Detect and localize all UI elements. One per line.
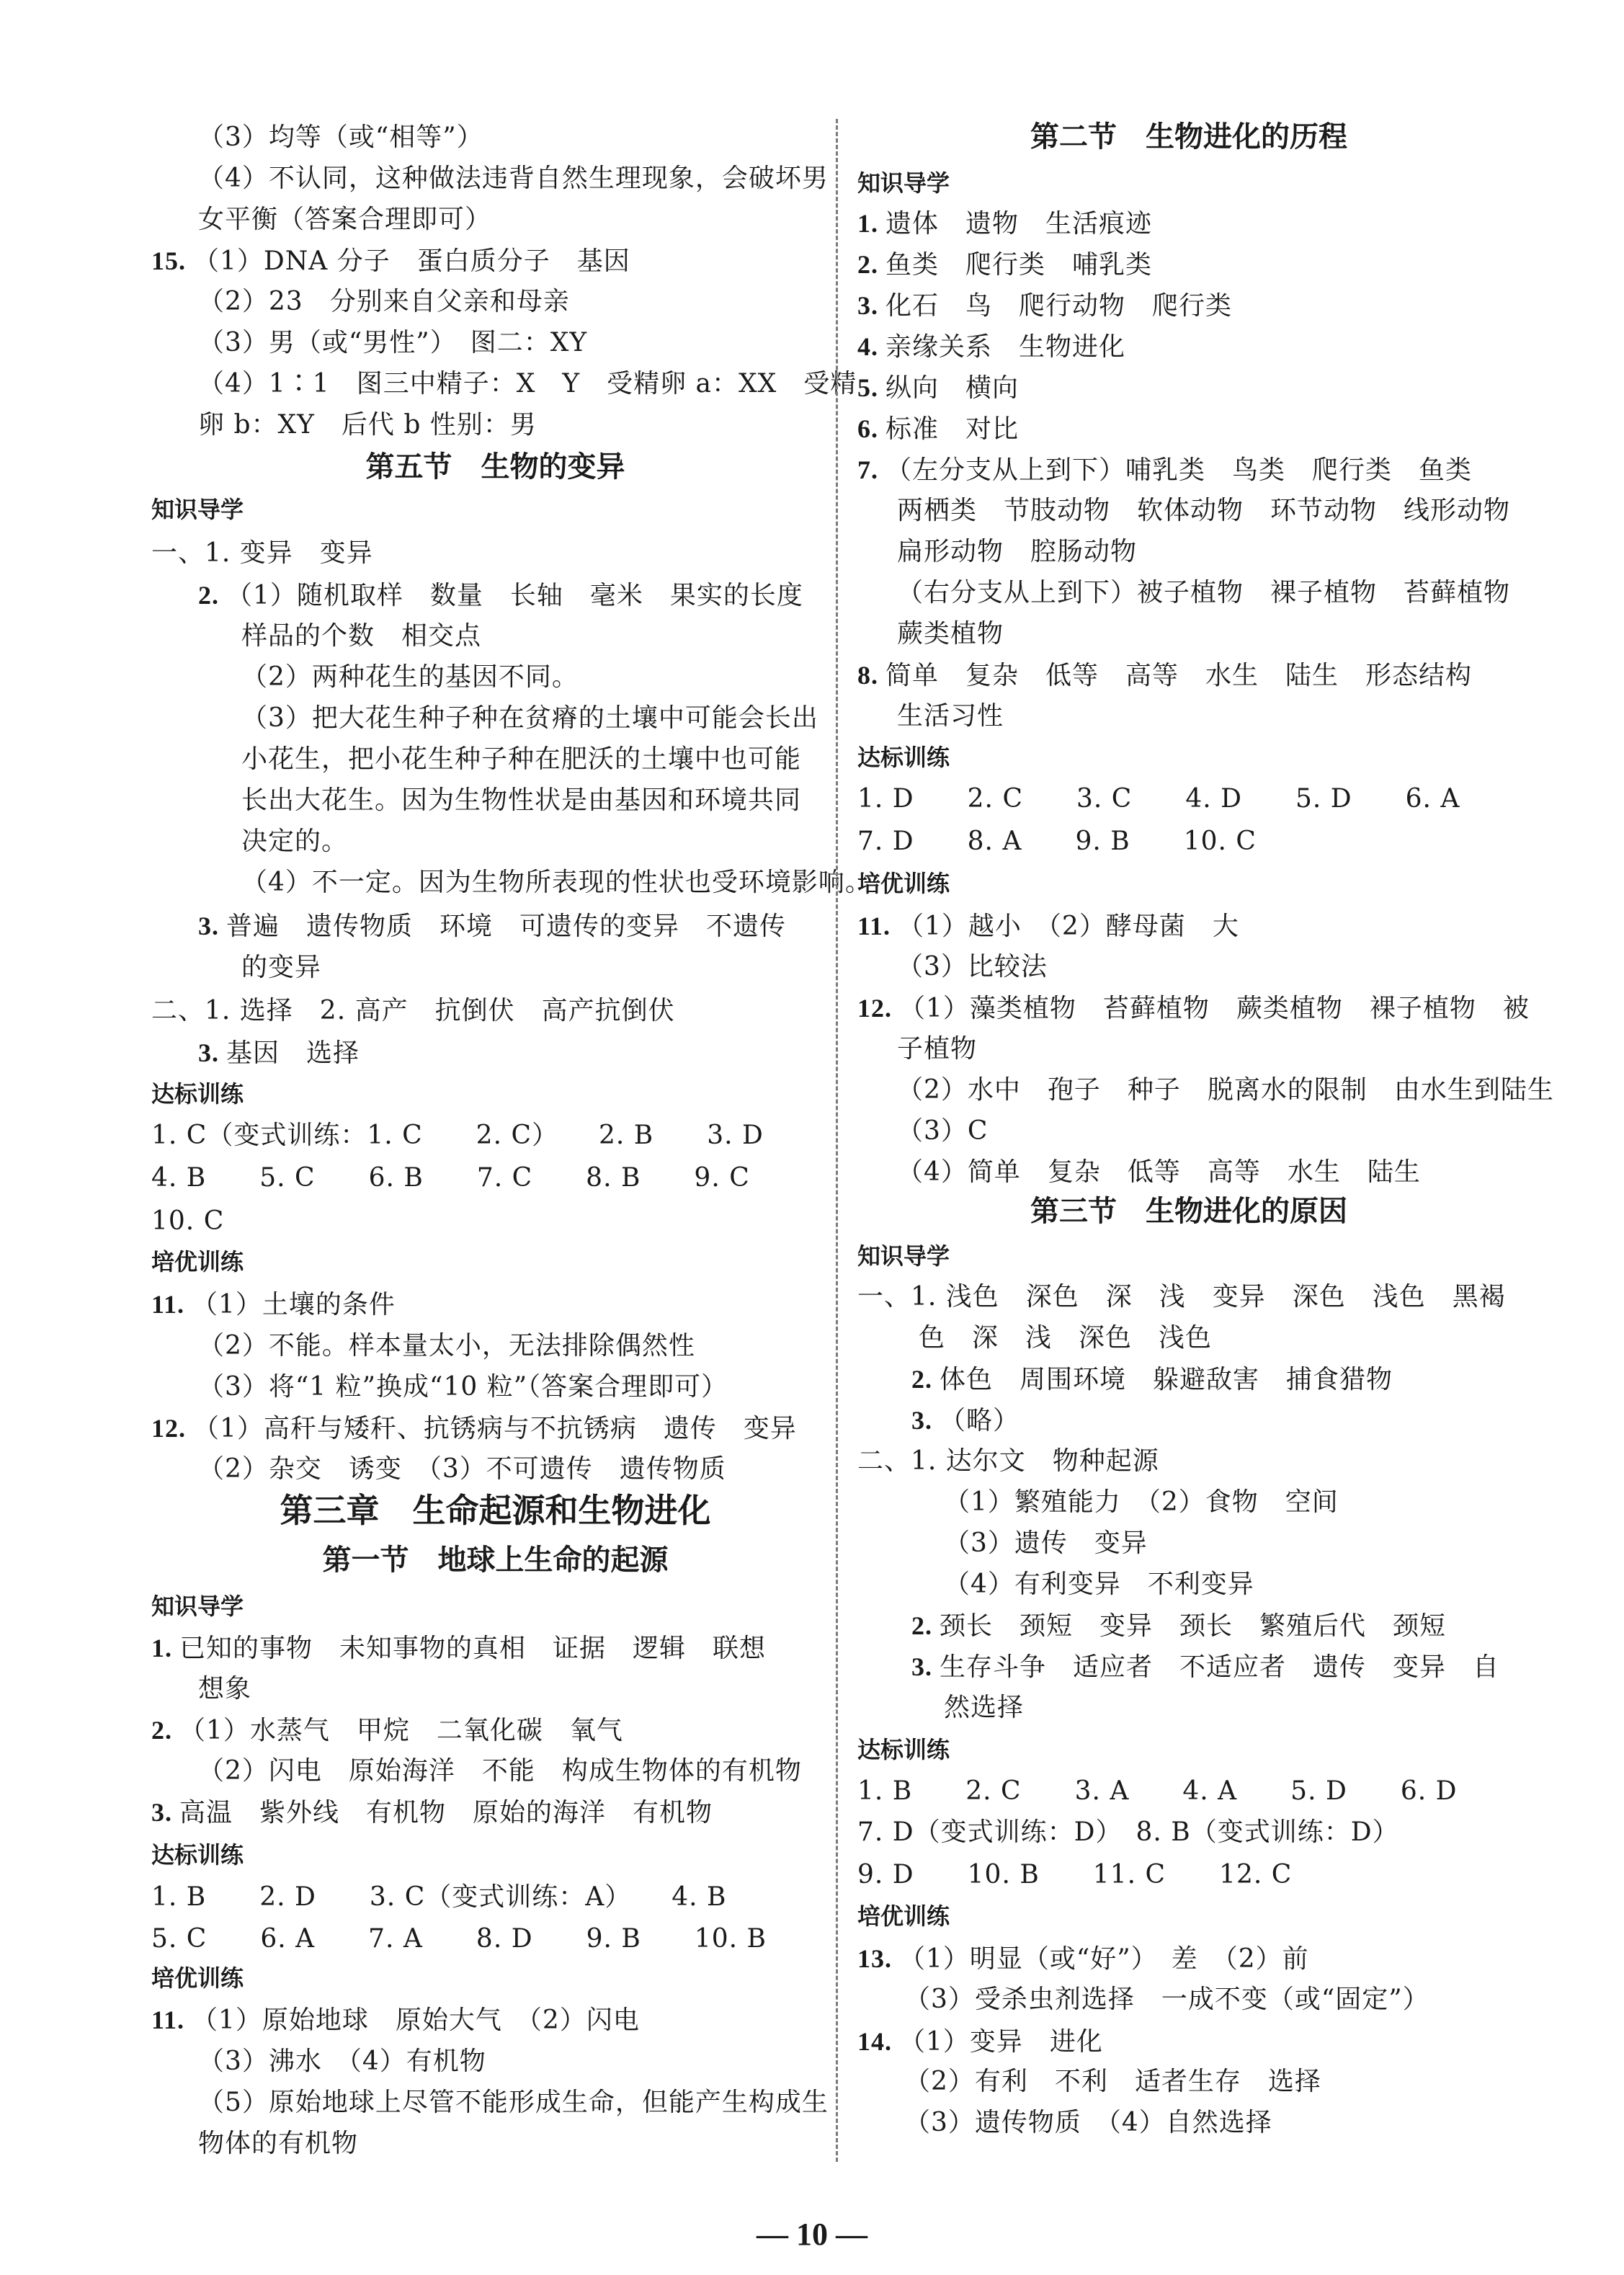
answer-line bbox=[151, 1288, 396, 1322]
answer-text: 生存斗争 适应者 不适应者 遗传 变异 自 bbox=[940, 1652, 1500, 1682]
question-number: 2. bbox=[151, 1716, 179, 1745]
answer-line bbox=[857, 412, 1019, 446]
answer-line bbox=[151, 244, 630, 278]
answer-text: 样品的个数 相交点 bbox=[241, 621, 482, 651]
answer-line bbox=[198, 409, 537, 442]
answer-line bbox=[241, 951, 321, 984]
subsection-heading: 达标训练 bbox=[151, 1841, 244, 1869]
answer-text: （略） bbox=[940, 1406, 1020, 1435]
answer-text: （2）不能。样本量太小，无法排除偶然性 bbox=[198, 1331, 695, 1361]
answer-text: （2）两种花生的基因不同。 bbox=[241, 662, 579, 692]
answer-line bbox=[151, 1714, 623, 1748]
answer-line bbox=[857, 1445, 1159, 1478]
answer-text: （1）变异 进化 bbox=[899, 2027, 1103, 2057]
question-number: 3. bbox=[198, 1038, 226, 1067]
subsection-heading: 培优训练 bbox=[151, 1248, 244, 1275]
question-number: 1. bbox=[857, 209, 885, 238]
answer-text: 色 深 浅 深色 浅色 bbox=[919, 1323, 1213, 1353]
answer-text: 生活习性 bbox=[897, 701, 1004, 731]
question-number: 1. bbox=[151, 1634, 179, 1662]
answer-text: （3）遗传物质 （4）自然选择 bbox=[904, 2108, 1272, 2137]
answer-text: 7. D 8. A 9. B 10. C bbox=[857, 827, 1257, 856]
answer-line bbox=[897, 1074, 1554, 1107]
answer-line bbox=[857, 1775, 1457, 1808]
answer-text: 简单 复杂 低等 高等 水生 陆生 形态结构 bbox=[885, 661, 1473, 690]
answer-text: （1）繁殖能力 （2）食物 空间 bbox=[944, 1487, 1339, 1517]
answer-line bbox=[857, 248, 1152, 282]
answer-text: （2）杂交 诱变 （3）不可遗传 遗传物质 bbox=[198, 1454, 726, 1484]
question-number: 3. bbox=[198, 912, 226, 940]
subsection-heading: 知识导学 bbox=[151, 1593, 244, 1620]
answer-line bbox=[241, 784, 801, 817]
answer-line bbox=[897, 950, 1048, 984]
question-number: 12. bbox=[857, 994, 899, 1023]
answer-text: 遗体 遗物 生活痕迹 bbox=[885, 209, 1153, 239]
answer-line bbox=[897, 576, 1510, 610]
answer-text: （4）有利变异 不利变异 bbox=[944, 1570, 1254, 1599]
answer-line bbox=[857, 330, 1125, 364]
answer-line bbox=[198, 2086, 829, 2119]
answer-text: （3）男（或“男性”） 图二：XY bbox=[198, 328, 588, 357]
answer-text: 两栖类 节肢动物 软体动物 环节动物 线形动物 bbox=[897, 496, 1511, 525]
answer-line bbox=[241, 743, 801, 776]
answer-line bbox=[198, 1330, 695, 1363]
answer-line bbox=[904, 1983, 1429, 2016]
answer-text: 化石 鸟 爬行动物 爬行类 bbox=[885, 291, 1233, 321]
answer-text: 1. C（变式训练：1. C 2. C） 2. B 3. D bbox=[151, 1121, 764, 1150]
question-number: 12. bbox=[151, 1414, 193, 1443]
answer-line bbox=[857, 992, 1530, 1025]
answer-text: （3）沸水 （4）有机物 bbox=[198, 2047, 486, 2076]
answer-text: 物体的有机物 bbox=[198, 2129, 359, 2158]
answer-line bbox=[151, 1162, 750, 1195]
answer-text: （1）随机取样 数量 长轴 毫米 果实的长度 bbox=[226, 581, 803, 610]
answer-line bbox=[919, 1322, 1212, 1355]
answer-text: 已知的事物 未知事物的真相 证据 逻辑 联想 bbox=[179, 1634, 767, 1663]
question-number: 3. bbox=[911, 1406, 940, 1435]
answer-line bbox=[911, 1609, 1446, 1643]
question-number: 2. bbox=[198, 581, 226, 610]
answer-text: 高温 紫外线 有机物 原始的海洋 有机物 bbox=[179, 1798, 713, 1827]
answer-text: （5）原始地球上尽管不能形成生命，但能产生构成生 bbox=[198, 2088, 829, 2117]
answer-text: 鱼类 爬行类 哺乳类 bbox=[885, 250, 1153, 280]
answer-text: 二、1. 选择 2. 高产 抗倒伏 高产抗倒伏 bbox=[151, 996, 675, 1025]
answer-line bbox=[944, 1527, 1148, 1560]
answer-line bbox=[944, 1568, 1254, 1601]
answer-text: 9. D 10. B 11. C 12. C bbox=[857, 1860, 1293, 1889]
answer-line bbox=[857, 783, 1460, 816]
page-number: — 10 — bbox=[757, 2217, 867, 2252]
answer-line bbox=[151, 994, 675, 1028]
answer-text: （1）土壤的条件 bbox=[192, 1290, 396, 1319]
answer-line bbox=[241, 702, 818, 735]
answer-text: 卵 b：XY 后代 b 性别：男 bbox=[198, 410, 537, 440]
answer-text: （3）比较法 bbox=[897, 952, 1048, 981]
answer-text: （2）23 分别来自父亲和母亲 bbox=[198, 287, 570, 316]
answer-text: 女平衡（答案合理即可） bbox=[198, 205, 492, 234]
answer-text: 颈长 颈短 变异 颈长 繁殖后代 颈短 bbox=[940, 1611, 1447, 1641]
answer-text: 决定的。 bbox=[241, 827, 349, 856]
answer-line bbox=[198, 1036, 360, 1070]
answer-line bbox=[151, 1205, 224, 1238]
answer-line bbox=[151, 1881, 726, 1914]
answer-line bbox=[857, 1816, 1399, 1849]
question-number: 11. bbox=[857, 912, 898, 940]
answer-text: 长出大花生。因为生物性状是由基因和环境共同 bbox=[241, 785, 802, 815]
answer-line bbox=[198, 368, 857, 401]
answer-line bbox=[904, 2106, 1272, 2140]
answer-text: （3）把大花生种子种在贫瘠的土壤中可能会长出 bbox=[241, 703, 818, 733]
answer-line bbox=[911, 1650, 1499, 1684]
subsection-heading: 达标训练 bbox=[857, 1736, 950, 1763]
answer-line bbox=[151, 1631, 766, 1665]
answer-line bbox=[857, 909, 1239, 943]
answer-text: 然选择 bbox=[944, 1693, 1025, 1722]
answer-line bbox=[897, 1156, 1421, 1189]
answer-text: （2）有利 不利 适者生存 选择 bbox=[904, 2067, 1321, 2096]
answer-line bbox=[911, 1404, 1020, 1438]
answer-text: 1. D 2. C 3. C 4. D 5. D 6. A bbox=[857, 784, 1460, 814]
answer-text: 基因 选择 bbox=[226, 1038, 360, 1068]
answer-line bbox=[897, 535, 1137, 569]
answer-text: （2）水中 孢子 种子 脱离水的限制 由水生到陆生 bbox=[897, 1075, 1554, 1105]
answer-text: （左分支从上到下）哺乳类 鸟类 爬行类 鱼类 bbox=[885, 455, 1473, 485]
answer-text: 10. C bbox=[151, 1206, 225, 1236]
answer-line bbox=[857, 371, 1019, 405]
answer-text: 普遍 遗传物质 环境 可遗传的变异 不遗传 bbox=[226, 912, 787, 941]
question-number: 3. bbox=[911, 1652, 940, 1681]
question-number: 6. bbox=[857, 414, 885, 443]
answer-text: 一、1. 变异 变异 bbox=[151, 538, 373, 568]
answer-line bbox=[897, 618, 1004, 651]
answer-text: （4）不一定。因为生物所表现的性状也受环境影响。 bbox=[241, 868, 872, 897]
answer-text: 亲缘关系 生物进化 bbox=[885, 332, 1126, 362]
question-number: 8. bbox=[857, 661, 885, 690]
answer-line bbox=[198, 121, 483, 154]
question-number: 14. bbox=[857, 2027, 899, 2056]
answer-text: 子植物 bbox=[897, 1034, 978, 1064]
question-number: 11. bbox=[151, 1290, 192, 1319]
answer-text: （1）水蒸气 甲烷 二氧化碳 氧气 bbox=[179, 1716, 623, 1745]
answer-text: （3）均等（或“相等”） bbox=[198, 123, 483, 152]
question-number: 3. bbox=[151, 1798, 179, 1827]
answer-text: 7. D（变式训练：D） 8. B（变式训练：D） bbox=[857, 1817, 1399, 1847]
answer-line bbox=[198, 1371, 728, 1404]
answer-line bbox=[241, 620, 481, 653]
answer-text: 扁形动物 腔肠动物 bbox=[897, 537, 1138, 566]
answer-line bbox=[198, 579, 803, 613]
answer-text: （3）C bbox=[897, 1116, 989, 1146]
answer-text: 一、1. 浅色 深色 深 浅 变异 深色 浅色 黑褐 bbox=[857, 1282, 1506, 1312]
answer-line bbox=[198, 2127, 358, 2160]
answer-line bbox=[241, 866, 872, 899]
answer-text: 1. B 2. D 3. C（变式训练：A） 4. B bbox=[151, 1882, 727, 1912]
answer-line bbox=[857, 453, 1472, 487]
answer-line bbox=[857, 659, 1472, 693]
subsection-heading: 培优训练 bbox=[857, 1902, 950, 1930]
subsection-heading: 达标训练 bbox=[857, 744, 950, 771]
answer-text: （1）越小 （2）酵母菌 大 bbox=[898, 912, 1239, 941]
section-title: 第一节 地球上生命的起源 bbox=[322, 1544, 669, 1577]
answer-line bbox=[151, 1923, 767, 1956]
answer-text: 小花生，把小花生种子种在肥沃的土壤中也可能 bbox=[241, 744, 802, 774]
answer-line bbox=[944, 1691, 1024, 1724]
answer-line bbox=[151, 537, 373, 570]
answer-line bbox=[151, 1796, 713, 1830]
chapter-title: 第三章 生命起源和生物进化 bbox=[280, 1491, 711, 1530]
answer-line bbox=[241, 825, 348, 858]
answer-text: （1）原始地球 原始大气 （2）闪电 bbox=[192, 2005, 640, 2035]
answer-line bbox=[857, 1858, 1292, 1892]
section-title: 第二节 生物进化的历程 bbox=[1030, 120, 1347, 153]
section-title: 第五节 生物的变异 bbox=[365, 450, 625, 484]
answer-line bbox=[198, 162, 829, 195]
answer-line bbox=[151, 1119, 764, 1152]
answer-line bbox=[857, 289, 1232, 323]
question-number: 15. bbox=[151, 246, 193, 275]
question-number: 13. bbox=[857, 1944, 899, 1973]
answer-line bbox=[198, 909, 786, 943]
question-number: 2. bbox=[911, 1365, 940, 1394]
answer-line bbox=[198, 2045, 486, 2078]
answer-text: 5. C 6. A 7. A 8. D 9. B 10. B bbox=[151, 1924, 767, 1954]
answer-text: （1）藻类植物 苔藓植物 蕨类植物 裸子植物 被 bbox=[899, 994, 1530, 1023]
answer-text: 标准 对比 bbox=[885, 414, 1020, 444]
answer-text: （3）将“1 粒”换成“10 粒”（答案合理即可） bbox=[198, 1372, 728, 1402]
answer-line bbox=[904, 2065, 1321, 2098]
answer-line bbox=[241, 661, 579, 694]
answer-text: （1）明显（或“好”） 差 （2）前 bbox=[899, 1944, 1309, 1974]
answer-line bbox=[198, 1755, 802, 1788]
subsection-heading: 知识导学 bbox=[857, 1242, 950, 1270]
answer-text: 的变异 bbox=[241, 953, 322, 982]
subsection-heading: 培优训练 bbox=[151, 1964, 244, 1992]
answer-line bbox=[897, 700, 1004, 733]
question-number: 4. bbox=[857, 332, 885, 361]
answer-line bbox=[198, 203, 491, 236]
answer-text: （4）不认同，这种做法违背自然生理现象，会破坏男 bbox=[198, 164, 829, 193]
answer-line bbox=[857, 1942, 1309, 1976]
answer-line bbox=[151, 1412, 797, 1446]
question-number: 2. bbox=[911, 1611, 940, 1640]
column-divider bbox=[836, 119, 838, 2162]
answer-line bbox=[897, 1115, 988, 1148]
answer-text: （1）高秆与矮秆、抗锈病与不抗锈病 遗传 变异 bbox=[193, 1414, 797, 1443]
answer-line bbox=[198, 1673, 251, 1706]
question-number: 3. bbox=[857, 291, 885, 320]
answer-text: 4. B 5. C 6. B 7. C 8. B 9. C bbox=[151, 1163, 750, 1193]
answer-text: （1）DNA 分子 蛋白质分子 基因 bbox=[193, 246, 630, 276]
answer-text: （4）简单 复杂 低等 高等 水生 陆生 bbox=[897, 1157, 1421, 1187]
section-title: 第三节 生物进化的原因 bbox=[1030, 1195, 1347, 1228]
question-number: 11. bbox=[151, 2005, 192, 2034]
answer-line bbox=[857, 2025, 1103, 2059]
answer-line bbox=[944, 1486, 1339, 1519]
answer-text: （4）1∶1 图三中精子：X Y 受精卵 a：XX 受精 bbox=[198, 369, 857, 399]
answer-line bbox=[198, 285, 570, 319]
subsection-heading: 知识导学 bbox=[857, 169, 950, 197]
answer-text: 想象 bbox=[198, 1674, 252, 1704]
answer-line bbox=[151, 2003, 640, 2037]
answer-text: 1. B 2. C 3. A 4. A 5. D 6. D bbox=[857, 1776, 1458, 1806]
answer-line bbox=[857, 1281, 1506, 1314]
answer-text: 纵向 横向 bbox=[885, 373, 1020, 403]
answer-line bbox=[857, 825, 1257, 858]
subsection-heading: 培优训练 bbox=[857, 870, 950, 897]
answer-line bbox=[897, 1033, 977, 1066]
answer-text: 体色 周围环境 躲避敌害 捕食猎物 bbox=[940, 1365, 1393, 1394]
subsection-heading: 达标训练 bbox=[151, 1080, 244, 1108]
answer-line bbox=[198, 326, 587, 360]
question-number: 2. bbox=[857, 250, 885, 279]
answer-text: （2）闪电 原始海洋 不能 构成生物体的有机物 bbox=[198, 1756, 802, 1786]
question-number: 7. bbox=[857, 455, 885, 484]
answer-text: 蕨类植物 bbox=[897, 619, 1004, 649]
answer-text: （3）遗传 变异 bbox=[944, 1528, 1148, 1558]
answer-text: （右分支从上到下）被子植物 裸子植物 苔藓植物 bbox=[897, 578, 1511, 607]
answer-text: （3）受杀虫剂选择 一成不变（或“固定”） bbox=[904, 1985, 1429, 2014]
answer-line bbox=[198, 1453, 726, 1486]
answer-text: 二、1. 达尔文 物种起源 bbox=[857, 1446, 1159, 1476]
subsection-heading: 知识导学 bbox=[151, 496, 244, 523]
answer-line bbox=[897, 494, 1510, 527]
answer-line bbox=[911, 1363, 1393, 1397]
question-number: 5. bbox=[857, 373, 885, 402]
answer-line bbox=[857, 207, 1152, 241]
